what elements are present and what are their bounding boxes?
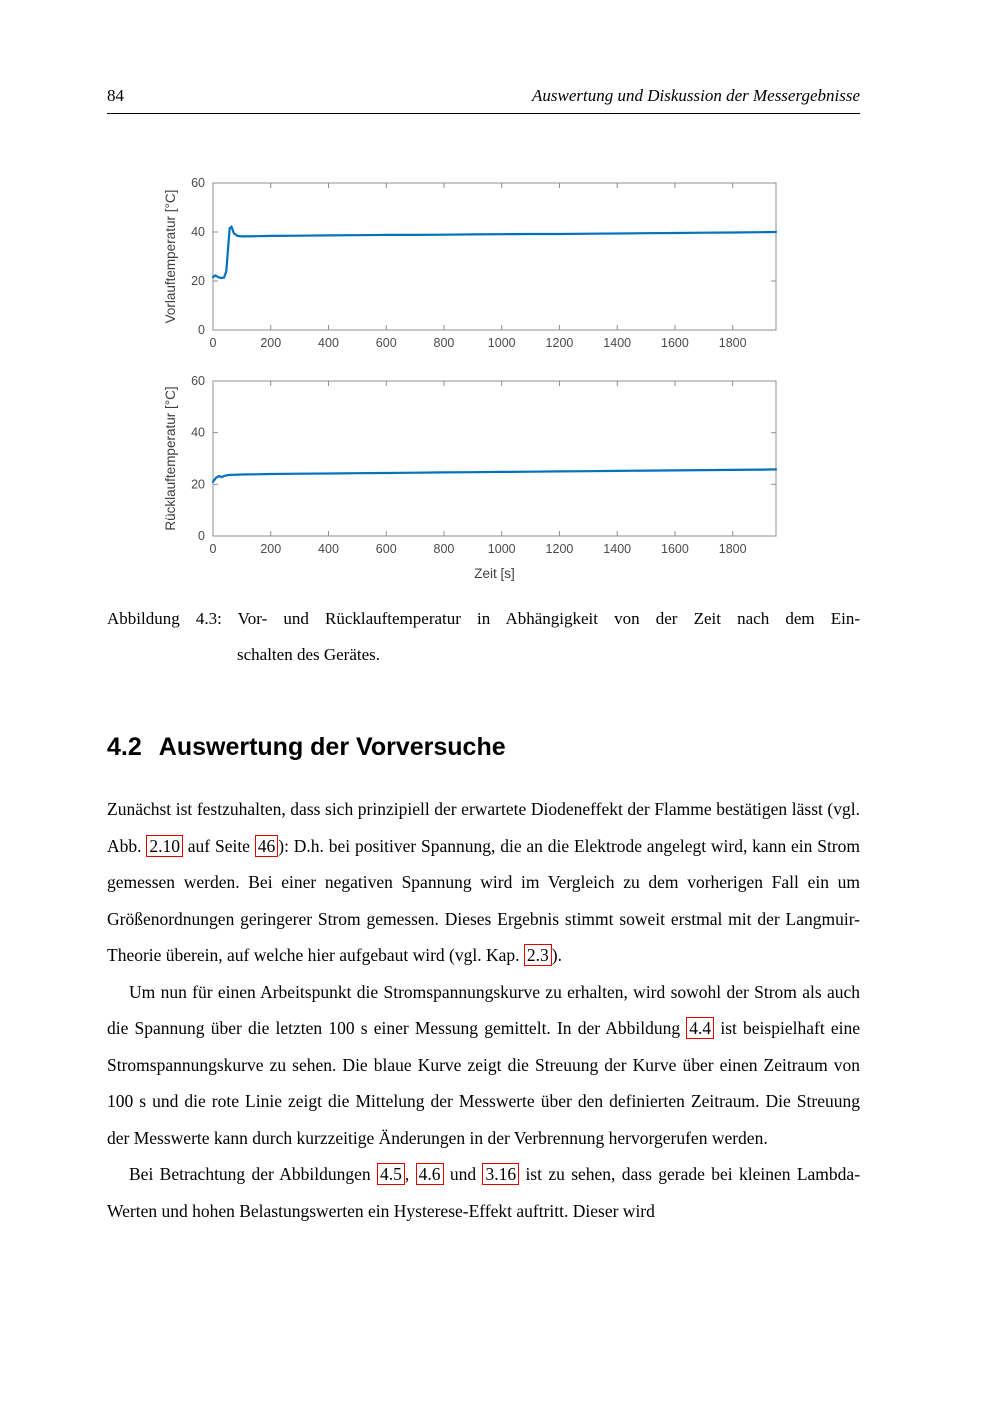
figure-caption-line-2: schalten des Gerätes. <box>237 645 381 664</box>
section-heading <box>107 733 506 762</box>
cross-reference-link[interactable]: 3.16 <box>482 1163 519 1185</box>
cross-reference-link[interactable]: 4.5 <box>377 1163 405 1185</box>
page-number: 84 <box>107 86 124 105</box>
x-tick-label: 800 <box>433 542 455 556</box>
chart-svg <box>150 165 810 365</box>
cross-reference-link[interactable]: 4.4 <box>686 1017 714 1039</box>
y-tick-label: 0 <box>198 323 205 337</box>
plot-area <box>213 381 776 536</box>
y-tick-label: 20 <box>191 274 205 288</box>
y-axis-label: Rücklauftemperatur [°C] <box>163 386 178 531</box>
x-tick-label: 600 <box>375 542 397 556</box>
x-tick-label: 1200 <box>545 336 574 350</box>
paragraph: Bei Betrachtung der Abbildungen 4.5 , 4.6 und 3.16 ist zu sehen, dass gerade bei kleinen Lambda-Werten und hohen Belastungswerten ein Hysterese-Effekt auftritt. Dieser wird <box>107 1164 861 1221</box>
cross-reference-link[interactable]: 46 <box>255 835 279 857</box>
x-tick-label: 600 <box>375 336 397 350</box>
figure-caption-line-1 <box>107 601 860 637</box>
paragraph: Um nun für einen Arbeitspunkt die Stromspannungskurve zu erhalten, wird sowohl der Strom als auch die Spannung über die letzten 100 s einer Messung gemittelt. In der Abbildung 4.4 ist beispielhaft eine Stromspannungskurve zu sehen. Die blaue Kurve zeigt die Streuung der Kurve über einen Zeitraum von 100 s und die rote Linie zeigt die Mittelung der Messwerte über den definierten Zeitraum. Die Streuung der Messwerte kann durch kurzzeitige Änderungen in der Verbrennung hervorgerufen werden. <box>107 981 860 1148</box>
x-tick-label: 1400 <box>603 336 632 350</box>
x-axis-label: Zeit [s] <box>474 566 515 581</box>
chart-svg <box>150 365 810 600</box>
x-tick-label: 800 <box>433 336 455 350</box>
y-tick-label: 0 <box>198 529 205 543</box>
x-tick-label: 0 <box>209 336 217 350</box>
paragraph: Zunächst ist festzuhalten, dass sich prinzipiell der erwartete Diodeneffekt der Flamme bestätigen lässt (vgl. Abb. 2.10 auf Seite 46 ): D.h. bei positiver Spannung, die an die Elektrode angelegt wird, kann ein Strom gemessen werden. Bei einer negativen Spannung wird im Vergleich zu dem vorherigen Fall ein um Größenordnungen geringerer Strom gemessen. Dieses Ergebnis stimmt soweit erstmal mit der Langmuir-Theorie überein, auf welche hier aufgebaut wird (vgl. Kap. 2.3 ). <box>107 799 860 965</box>
x-tick-label: 200 <box>260 542 282 556</box>
chart-vorlauftemperatur <box>150 165 810 365</box>
cross-reference-link[interactable]: 2.3 <box>524 944 552 966</box>
y-tick-label: 60 <box>191 374 205 388</box>
running-head: Auswertung und Diskussion der Messergebnisse <box>531 86 860 105</box>
x-tick-label: 1800 <box>718 336 747 350</box>
x-tick-label: 1600 <box>661 336 689 350</box>
section-title: Auswertung der Vorversuche <box>158 733 506 761</box>
plot-area <box>213 183 776 330</box>
y-tick-label: 40 <box>191 225 205 239</box>
x-tick-label: 1000 <box>487 542 516 556</box>
x-tick-label: 1800 <box>718 542 747 556</box>
x-tick-label: 200 <box>260 336 282 350</box>
y-axis-label: Vorlauftemperatur [°C] <box>163 189 178 324</box>
temperature-line <box>213 469 776 481</box>
caption-text-1: Vor- und Rücklauftemperatur in Abhängigkeit von der Zeit nach dem Ein- <box>237 609 860 628</box>
caption-label: Abbildung 4.3: <box>107 609 222 628</box>
cross-reference-link[interactable]: 4.6 <box>416 1163 444 1185</box>
temperature-line <box>213 227 776 279</box>
y-tick-label: 40 <box>191 425 205 440</box>
figure-caption <box>107 601 860 673</box>
x-tick-label: 400 <box>318 542 339 556</box>
x-tick-label: 400 <box>318 336 339 350</box>
chart-ruecklauftemperatur <box>150 365 810 600</box>
cross-reference-link[interactable]: 2.10 <box>146 835 183 857</box>
page-header <box>107 86 860 106</box>
x-tick-label: 1600 <box>661 542 689 556</box>
x-tick-label: 1400 <box>603 542 632 556</box>
y-tick-label: 60 <box>191 176 205 190</box>
section-number: 4.2 <box>107 733 142 761</box>
x-tick-label: 0 <box>209 542 217 556</box>
header-rule <box>107 113 860 114</box>
x-tick-label: 1200 <box>545 542 574 556</box>
body-text <box>107 791 860 1229</box>
x-tick-label: 1000 <box>487 336 516 350</box>
y-tick-label: 20 <box>191 477 205 492</box>
